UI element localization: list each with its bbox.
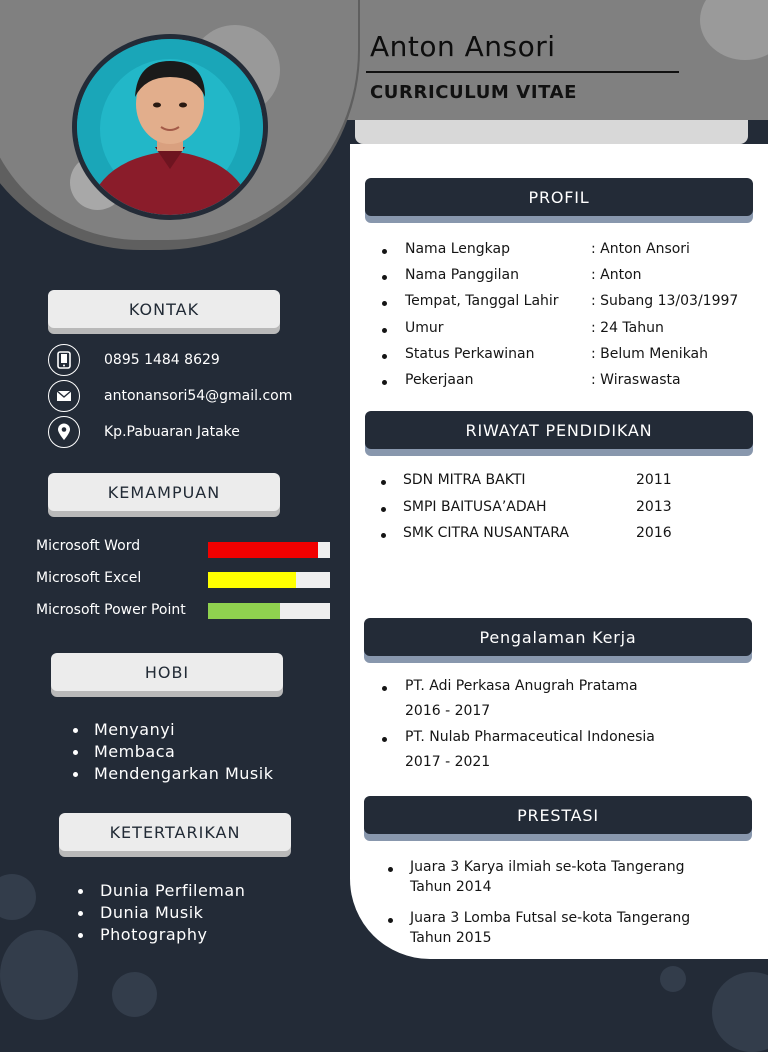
work-period: 2016 - 2017 bbox=[405, 703, 491, 719]
school-name: SDN MITRA BAKTI bbox=[403, 472, 526, 488]
bullet bbox=[382, 328, 387, 333]
skill-fill bbox=[208, 603, 280, 619]
achievement-year: Tahun 2014 bbox=[410, 879, 492, 895]
bullet bbox=[73, 750, 78, 755]
school-name: SMPI BAITUSA’ADAH bbox=[403, 498, 547, 515]
company-name: PT. Adi Perkasa Anugrah Pratama bbox=[405, 678, 638, 694]
profil-value: : Belum Menikah bbox=[591, 345, 709, 362]
phone-number: 0895 1484 8629 bbox=[104, 352, 220, 368]
bullet bbox=[381, 507, 386, 512]
skill-bar-excel bbox=[208, 572, 330, 588]
work-period: 2017 - 2021 bbox=[405, 754, 491, 770]
profil-key: Pekerjaan bbox=[405, 372, 474, 388]
interest-item: Photography bbox=[100, 925, 208, 944]
person-portrait-icon bbox=[77, 39, 263, 215]
decor-circle bbox=[0, 874, 36, 920]
bullet bbox=[388, 918, 393, 923]
mail-icon bbox=[48, 380, 80, 412]
bullet bbox=[78, 889, 83, 894]
title-divider bbox=[366, 71, 679, 73]
phone-icon bbox=[48, 344, 80, 376]
profil-key: Nama Lengkap bbox=[405, 241, 510, 257]
kemampuan-heading: KEMAMPUAN bbox=[48, 473, 280, 511]
company-name: PT. Nulab Pharmaceutical Indonesia bbox=[405, 729, 655, 745]
profil-value: : Wiraswasta bbox=[591, 372, 681, 388]
bullet bbox=[382, 737, 387, 742]
ketertarikan-heading: KETERTARIKAN bbox=[59, 813, 291, 851]
interest-item: Dunia Perfileman bbox=[100, 881, 246, 900]
hobby-item: Membaca bbox=[94, 742, 176, 761]
school-year: 2013 bbox=[636, 498, 672, 515]
bullet bbox=[382, 354, 387, 359]
skill-fill bbox=[208, 572, 296, 588]
profil-key: Status Perkawinan bbox=[405, 345, 535, 362]
hobby-item: Mendengarkan Musik bbox=[94, 764, 274, 783]
skill-label: Microsoft Power Point bbox=[36, 602, 186, 618]
person-name: Anton Ansori bbox=[370, 30, 556, 63]
skill-label: Microsoft Excel bbox=[36, 570, 142, 586]
address: Kp.Pabuaran Jatake bbox=[104, 424, 240, 440]
header-strip bbox=[355, 120, 748, 144]
bullet bbox=[388, 867, 393, 872]
hobby-item: Menyanyi bbox=[94, 720, 176, 739]
profil-value: : Anton Ansori bbox=[591, 241, 690, 257]
decor-circle bbox=[712, 972, 768, 1052]
decor-circle bbox=[0, 930, 78, 1020]
achievement-year: Tahun 2015 bbox=[410, 930, 492, 946]
kontak-heading: KONTAK bbox=[48, 290, 280, 328]
profile-photo bbox=[72, 34, 268, 220]
skill-fill bbox=[208, 542, 318, 558]
skill-bar-powerpoint bbox=[208, 603, 330, 619]
document-title: CURRICULUM VITAE bbox=[370, 82, 578, 103]
decor-circle bbox=[112, 972, 157, 1017]
bullet bbox=[78, 911, 83, 916]
pengalaman-heading: Pengalaman Kerja bbox=[364, 618, 752, 656]
profil-value: : Anton bbox=[591, 267, 642, 284]
bullet bbox=[382, 249, 387, 254]
school-year: 2011 bbox=[636, 472, 672, 488]
achievement: Juara 3 Karya ilmiah se-kota Tangerang bbox=[410, 859, 685, 875]
school-name: SMK CITRA NUSANTARA bbox=[403, 525, 569, 541]
bullet bbox=[382, 380, 387, 385]
bullet bbox=[381, 533, 386, 538]
interest-item: Dunia Musik bbox=[100, 903, 204, 922]
prestasi-heading: PRESTASI bbox=[364, 796, 752, 834]
profil-heading: PROFIL bbox=[365, 178, 753, 216]
profil-value: : 24 Tahun bbox=[591, 319, 664, 336]
skill-bar-word bbox=[208, 542, 330, 558]
email-address: antonansori54@gmail.com bbox=[104, 388, 293, 404]
school-year: 2016 bbox=[636, 525, 672, 541]
bullet bbox=[73, 772, 78, 777]
pendidikan-heading: RIWAYAT PENDIDIKAN bbox=[365, 411, 753, 449]
profil-key: Tempat, Tanggal Lahir bbox=[405, 293, 559, 310]
profil-value: : Subang 13/03/1997 bbox=[591, 293, 739, 310]
skill-label: Microsoft Word bbox=[36, 538, 141, 554]
location-icon bbox=[48, 416, 80, 448]
bullet bbox=[382, 686, 387, 691]
profil-key: Nama Panggilan bbox=[405, 267, 519, 284]
profil-key: Umur bbox=[405, 319, 444, 336]
decor-circle bbox=[660, 966, 686, 992]
achievement: Juara 3 Lomba Futsal se-kota Tangerang bbox=[410, 910, 691, 926]
bullet bbox=[78, 933, 83, 938]
bullet bbox=[381, 480, 386, 485]
hobi-heading: HOBI bbox=[51, 653, 283, 691]
bullet bbox=[73, 728, 78, 733]
